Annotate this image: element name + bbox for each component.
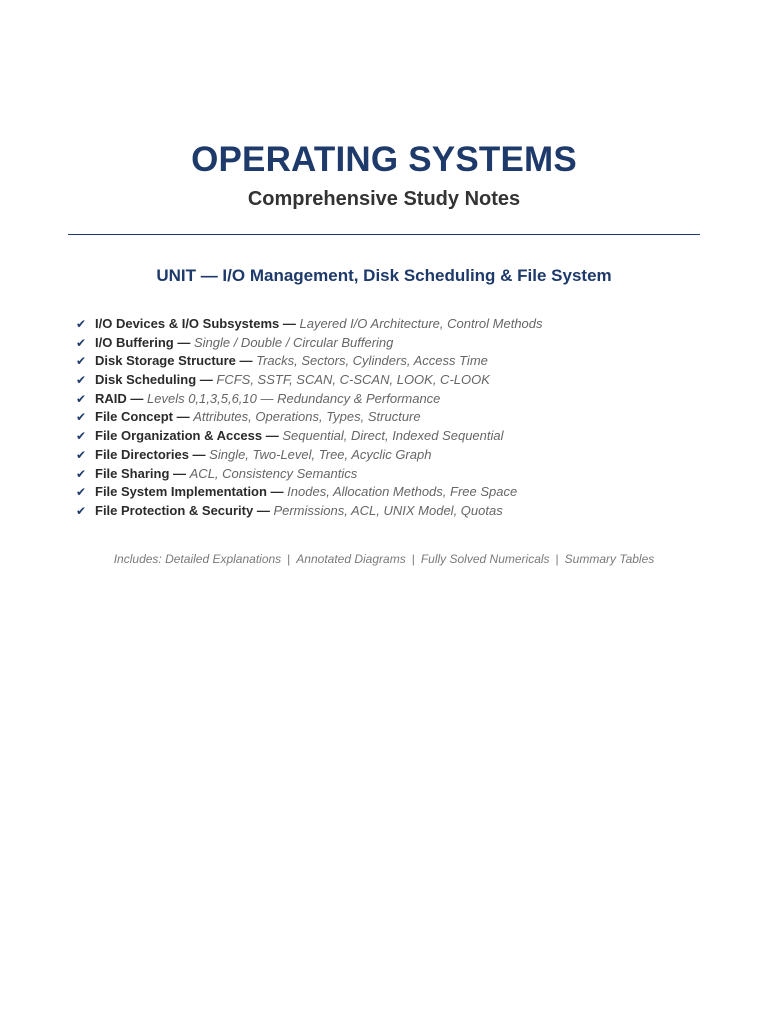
check-icon: ✔ <box>76 429 87 444</box>
topic-separator: — <box>279 316 300 331</box>
title-divider <box>68 234 700 235</box>
topic-separator: — <box>235 353 257 369</box>
topic-item <box>76 334 543 353</box>
topic-description: Levels 0,1,3,5,6,10 — Redundancy & Performance <box>147 390 441 406</box>
topic-item <box>76 483 543 502</box>
includes-separator: | <box>411 552 415 566</box>
includes-separator: | <box>555 552 559 566</box>
topic-item <box>76 315 543 334</box>
document-title: OPERATING SYSTEMS <box>191 140 577 179</box>
topic-description: Layered I/O Architecture, Control Methods <box>299 316 543 331</box>
topic-item <box>76 408 543 427</box>
check-icon: ✔ <box>76 410 87 425</box>
topic-name: I/O Devices & I/O Subsystems <box>95 316 280 331</box>
topic-separator: — <box>169 465 190 481</box>
topic-description: Inodes, Allocation Methods, Free Space <box>287 484 518 500</box>
topic-name: I/O Buffering <box>95 334 174 350</box>
topic-separator: — <box>126 390 148 406</box>
check-icon: ✔ <box>76 317 87 331</box>
topic-name: RAID <box>95 390 127 406</box>
topic-description: Tracks, Sectors, Cylinders, Access Time <box>256 353 488 369</box>
topic-description: ACL, Consistency Semantics <box>189 465 358 481</box>
topic-item <box>76 390 543 409</box>
unit-heading: UNIT — I/O Management, Disk Scheduling & File System <box>156 266 612 285</box>
check-icon: ✔ <box>76 373 87 388</box>
topic-name: Disk Scheduling <box>95 372 197 388</box>
check-icon: ✔ <box>76 466 87 481</box>
includes-item: Annotated Diagrams <box>296 552 406 566</box>
topic-item <box>76 427 543 446</box>
topic-item <box>76 352 543 371</box>
topic-separator: — <box>188 446 210 462</box>
document-subtitle: Comprehensive Study Notes <box>247 188 521 210</box>
topic-item <box>76 446 543 465</box>
check-icon: ✔ <box>76 485 87 500</box>
topic-description: Single, Two-Level, Tree, Acyclic Graph <box>209 446 432 462</box>
topic-separator: — <box>253 502 274 518</box>
topic-list <box>76 315 543 521</box>
topic-item <box>76 465 543 484</box>
topic-name: Disk Storage Structure <box>95 353 236 369</box>
topic-name: File System Implementation <box>95 484 267 500</box>
topic-item <box>76 502 543 521</box>
check-icon: ✔ <box>76 391 87 406</box>
topic-separator: — <box>173 409 194 425</box>
topic-separator: — <box>173 334 194 350</box>
topic-name: File Organization & Access <box>95 428 263 444</box>
topic-name: File Protection & Security <box>95 502 254 518</box>
topic-description: Single / Double / Circular Buffering <box>193 334 394 350</box>
includes-separator: | <box>287 552 291 566</box>
includes-item: Summary Tables <box>564 552 655 566</box>
includes-line <box>0 551 768 567</box>
topic-name: File Sharing <box>95 465 170 481</box>
check-icon: ✔ <box>76 447 87 462</box>
includes-item: Detailed Explanations <box>165 552 282 566</box>
topic-description: Attributes, Operations, Types, Structure <box>193 409 421 425</box>
topic-description: FCFS, SSTF, SCAN, C-SCAN, LOOK, C-LOOK <box>216 372 490 388</box>
check-icon: ✔ <box>76 354 87 369</box>
topic-description: Permissions, ACL, UNIX Model, Quotas <box>273 502 503 518</box>
topic-name: File Concept <box>95 409 174 425</box>
check-icon: ✔ <box>76 335 87 350</box>
topic-description: Sequential, Direct, Indexed Sequential <box>282 428 504 444</box>
topic-name: File Directories <box>95 446 189 462</box>
includes-prefix: Includes: <box>113 552 162 566</box>
topic-separator: — <box>196 372 217 388</box>
includes-item: Fully Solved Numericals <box>420 552 550 566</box>
topic-separator: — <box>262 428 283 444</box>
topic-item <box>76 371 543 390</box>
check-icon: ✔ <box>76 503 87 518</box>
topic-separator: — <box>266 484 288 500</box>
